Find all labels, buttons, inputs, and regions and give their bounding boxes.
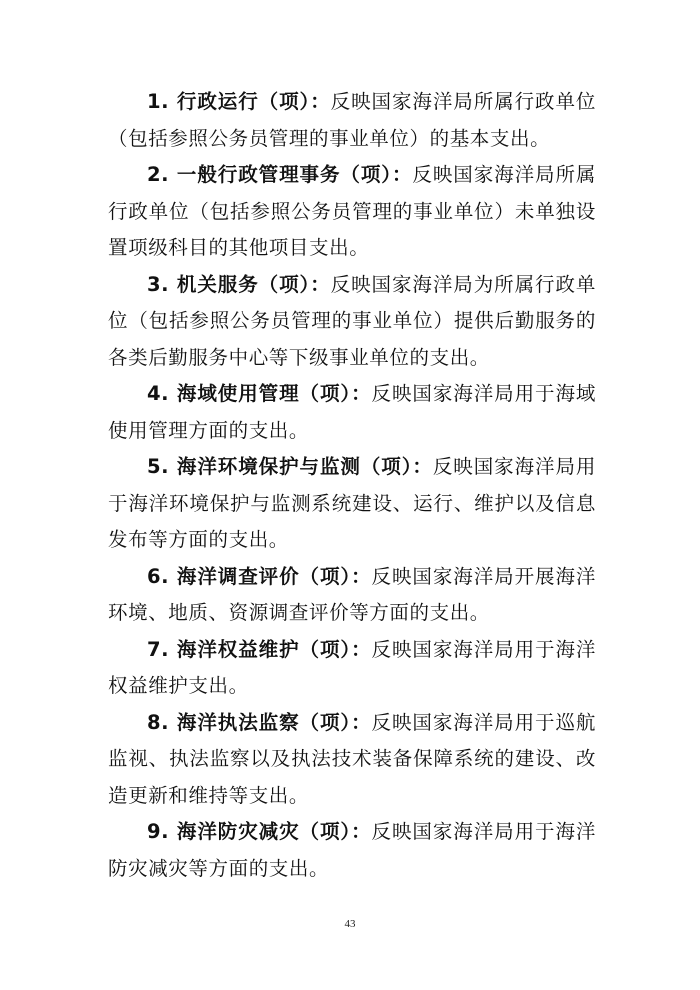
item-term: 4. 海域使用管理（项）：	[147, 382, 372, 405]
list-item	[108, 559, 596, 632]
item-term: 2. 一般行政管理事务（项）：	[147, 163, 413, 186]
item-description: 反映国家海洋局用于海洋防灾减灾等方面的支出。	[108, 820, 596, 880]
item-term: 8. 海洋执法监察（项）：	[147, 710, 372, 734]
item-list	[108, 84, 596, 887]
item-description: 反映国家海洋局用于海洋环境保护与监测系统建设、运行、维护以及信息发布等方面的支出。	[108, 455, 596, 551]
item-description: 反映国家海洋局用于海域使用管理方面的支出。	[108, 382, 596, 442]
item-term: 3. 机关服务（项）：	[147, 272, 331, 296]
item-description: 反映国家海洋局为所属行政单位（包括参照公务员管理的事业单位）提供后勤服务的各类后勤服务中心等下级事业单位的支出。	[108, 272, 596, 369]
list-item	[108, 157, 596, 267]
item-term: 5. 海洋环境保护与监测（项）：	[147, 455, 433, 478]
item-term: 9. 海洋防灾减灾（项）：	[147, 820, 372, 843]
list-item	[108, 449, 596, 559]
page-number: 43	[344, 918, 356, 930]
item-description: 反映国家海洋局开展海洋环境、地质、资源调查评价等方面的支出。	[108, 564, 596, 624]
item-description: 反映国家海洋局用于海洋权益维护支出。	[108, 637, 596, 697]
item-description: 反映国家海洋局用于巡航监视、执法监察以及执法技术装备保障系统的建设、改造更新和维持等支出。	[108, 710, 596, 807]
list-item	[108, 84, 596, 157]
item-description: 反映国家海洋局所属行政单位（包括参照公务员管理的事业单位）的基本支出。	[108, 90, 596, 150]
item-term: 6. 海洋调查评价（项）：	[147, 564, 372, 588]
list-item	[108, 814, 596, 887]
list-item	[108, 705, 596, 815]
item-term: 7. 海洋权益维护（项）：	[147, 637, 372, 661]
list-item	[108, 267, 596, 377]
list-item	[108, 376, 596, 449]
item-description: 反映国家海洋局所属行政单位（包括参照公务员管理的事业单位）未单独设置项级科目的其他项目支出。	[108, 163, 597, 259]
item-term: 1. 行政运行（项）：	[147, 90, 331, 113]
list-item	[108, 632, 596, 705]
